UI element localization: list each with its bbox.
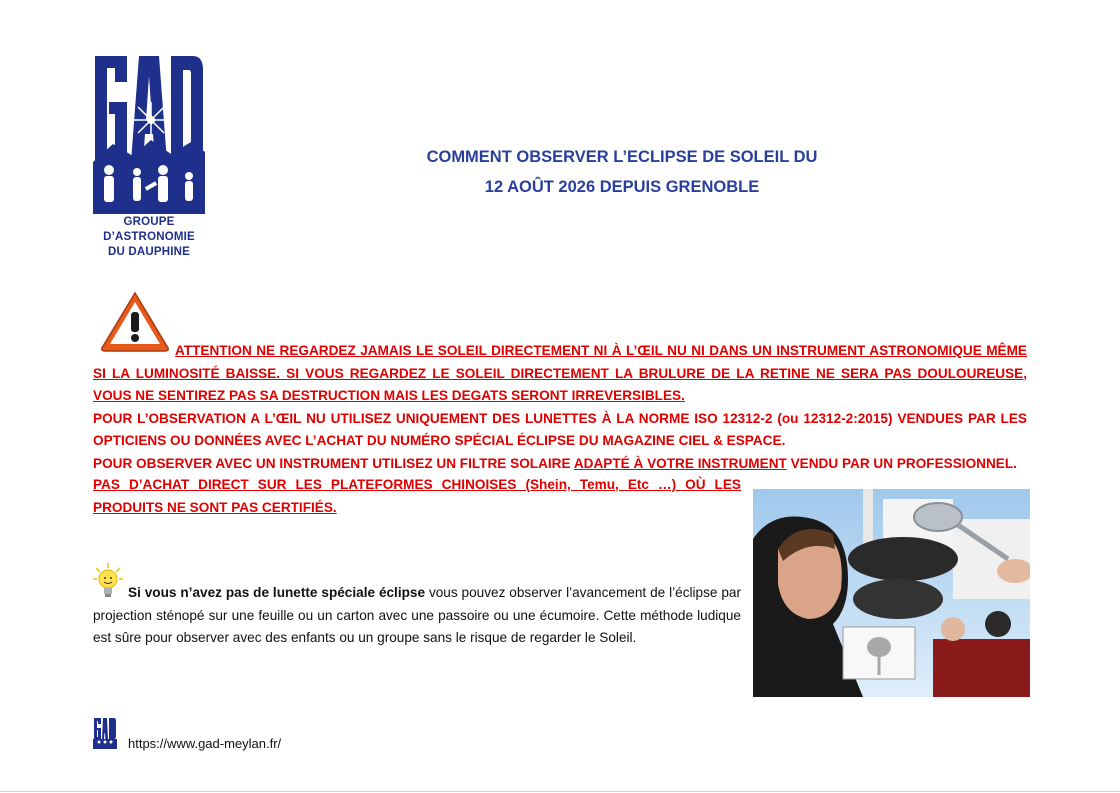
page-title-line-2: 12 AOÛT 2026 DEPUIS GRENOBLE: [484, 178, 760, 196]
warning-paragraph-3-end: VENDU PAR UN PROFESSIONNEL.: [786, 455, 1017, 471]
page-title-line-1: COMMENT OBSERVER L’ECLIPSE DE SOLEIL DU: [426, 148, 818, 166]
warning-paragraph-3-start: POUR OBSERVER AVEC UN INSTRUMENT UTILISEZ UN FILTRE SOLAIRE: [93, 455, 574, 471]
warning-paragraph-4: PAS D’ACHAT DIRECT SUR LES PLATEFORMES CHINOISES (Shein, Temu, Etc …) OÙ LES PRODUITS NE SONT PAS CERTIFIÉS.: [93, 477, 741, 515]
tip-body: vous pouvez observer l’avancement de l’éclipse par projection sténopé sur une feuille ou un carton avec une passoire ou une écumoire. Cette méthode ludique est sûre pour observer avec des enfants ou un groupe sans le risque de regarder le Soleil.: [93, 585, 742, 645]
warning-paragraph-3-underlined: ADAPTÉ À VOTRE INSTRUMENT: [573, 455, 787, 471]
eclipse-projection-photo: [753, 489, 1030, 697]
warning-text-block: [93, 340, 1027, 475]
tip-paragraph: [93, 582, 741, 650]
warning-paragraph-1: ATTENTION NE REGARDEZ JAMAIS LE SOLEIL DIRECTEMENT NI À L’ŒIL NU NI DANS UN INSTRUMENT ASTRONOMIQUE MÊME SI LA LUMINOSITÉ BAISSE. SI VOUS REGARDEZ LE SOLEIL DIRECTEMENT LA BRULURE DE LA RETINE NE SERA PAS DOULOUREUSE, VOUS NE SENTIREZ PAS SA DESTRUCTION MAIS LES DEGATS SERONT IRREVERSIBLES.: [93, 343, 1027, 403]
gad-logo: [93, 54, 205, 260]
warning-paragraph-2: POUR L’OBSERVATION A L’ŒIL NU UTILISEZ UNIQUEMENT DES LUNETTES À LA NORME ISO 12312-2 (ou 12312-2:2015) VENDUES PAR LES OPTICIENS OU DONNÉES AVEC L’ACHAT DU NUMÉRO SPÉCIAL ÉCLIPSE DU MAGAZINE CIEL & ESPACE.: [93, 410, 1027, 448]
gad-logo-graphic: [93, 54, 205, 214]
website-link[interactable]: https://www.gad-meylan.fr/: [128, 736, 282, 751]
logo-line-3: DU DAUPHINE: [107, 246, 191, 258]
warning-paragraph-3: [93, 453, 1027, 476]
page-divider: [0, 791, 1120, 792]
logo-line-2: D’ASTRONOMIE: [103, 231, 195, 243]
gad-small-logo-icon: [93, 717, 117, 749]
logo-line-1: GROUPE: [123, 216, 175, 228]
tip-bold-intro: Si vous n’avez pas de lunette spéciale éclipse: [128, 585, 426, 600]
